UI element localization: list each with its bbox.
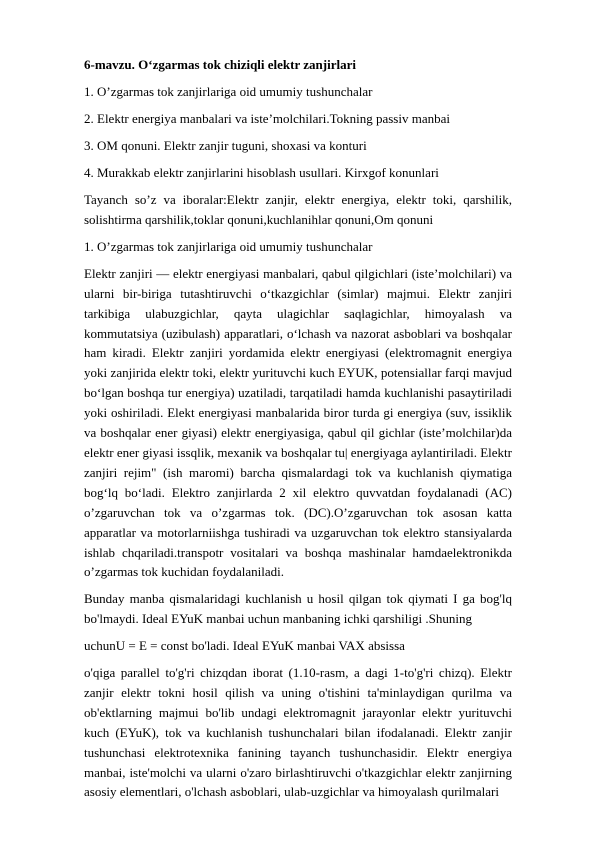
body-paragraph-3: uchunU = E = const bo'ladi. Ideal EYuK manbai VAX absissa	[84, 638, 405, 654]
body-paragraph-1: Elektr zanjiri — elektr energiyasi manbalari, qabul qilgichlari (iste’molchilari) va ularni bir-biriga tutashtiruvchi o‘tkazgichlar (simlar) majmui. Elektr zanjiri tarkibiga ulabuzgichlar, qayta ulagichlar saqlagichlar, himoyalash va kommutatsiya (uzibulash) apparatlari, o‘lchash va nazorat asboblari va boshqalar ham kiradi. Elektr zanjiri yordamida elektr energiyasi (elektromagnit energiya yoki zanjirida elektr toki, elektr yurituvchi kuch EYUK, potensiallar farqi mavjud bo‘lgan boshqa tur energiya) uzatiladi, tarqatiladi hamda kuchlanishi pasaytiriladi yoki oshiriladi. Elekt energiyasi manbalarida biror turda gi energiya (suv, issiklik va boshqalar ener giyasi) elektr energiyasiga, qabul qil gichlar (iste’molchilar)da elektr ener giyasi issqlik, mexanik va boshqalar tu| energiyaga aylantiriladi. Elektr zanjiri rejim" (ish maromi) barcha qismalardagi tok va kuchlanish qiymatiga bog‘lq bo‘ladi. Elektro zanjirlarda 2 xil elektro quvvatdan foydalanadi (AC) o’zgaruvchan tok va o’zgarmas tok. (DC).O’zgaruvchan tok asosan katta apparatlar va motorlarniishga tushiradi va uzgaruvchan tok elektro stansiyalarda ishlab chqariladi.transpotr vositalari va boshqa mashinalar hamdaelektronikda o’zgarmas tok kuchidan foydalaniladi.	[84, 265, 512, 580]
body-paragraph-4: o'qiga parallel to'g'ri chizqdan iborat (1.10-rasm, a dagi 1-to'g'ri chizq). Elektr zanjir elektr tokni hosil qilish va uning o'tishini ta'minlaydigan qurilma va ob'ektlarning majmui bo'lib undagi elektromagnit jarayonlar elektr yurituvchi kuch (EYuK), tok va kuchlanish tushunchalari bilan ifodalanadi. Elektr zanjir tushunchasi elektrotexnika fanining tayanch tushunchasidir. Elektr energiya manbai, iste'molchi va ularni o'zaro birlashtiruvchi o'tkazgichlar elektr zanjirning asosiy elementlari, o'lchash asboblari, ulab-uzgichlar va himoyalash qurilmalari	[84, 665, 512, 800]
outline-item-3: 3. OM qonuni. Elektr zanjir tuguni, shoxasi va konturi	[84, 138, 367, 153]
outline-item-1: 1. O’zgarmas tok zanjirlariga oid umumiy tushunchalar	[84, 84, 373, 99]
section-heading: 1. O’zgarmas tok zanjirlariga oid umumiy tushunchalar	[84, 238, 373, 254]
body-paragraph-2: Bunday manba qismalaridagi kuchlanish u hosil qilgan tok qiymati I ga bog'lq bo'lmaydi. Ideal EYuK manbai uchun manbaning ichki qarshiligi .Shuning	[84, 591, 512, 627]
keywords-paragraph: Tayanch so’z va iboralar:Elektr zanjir, elektr energiya, elektr toki, qarshilik, solishtirma qarshilik,toklar qonuni,kuchlanihlar qonuni,Om qonuni	[84, 192, 512, 227]
document-title: 6-mavzu. O‘zgarmas tok chiziqli elektr zanjirlari	[84, 57, 356, 72]
outline-item-2: 2. Elektr energiya manbalari va iste’molchilari.Tokning passiv manbai	[84, 111, 450, 126]
outline-item-4: 4. Murakkab elektr zanjirlarini hisoblash usullari. Kirxgof konunlari	[84, 165, 439, 180]
